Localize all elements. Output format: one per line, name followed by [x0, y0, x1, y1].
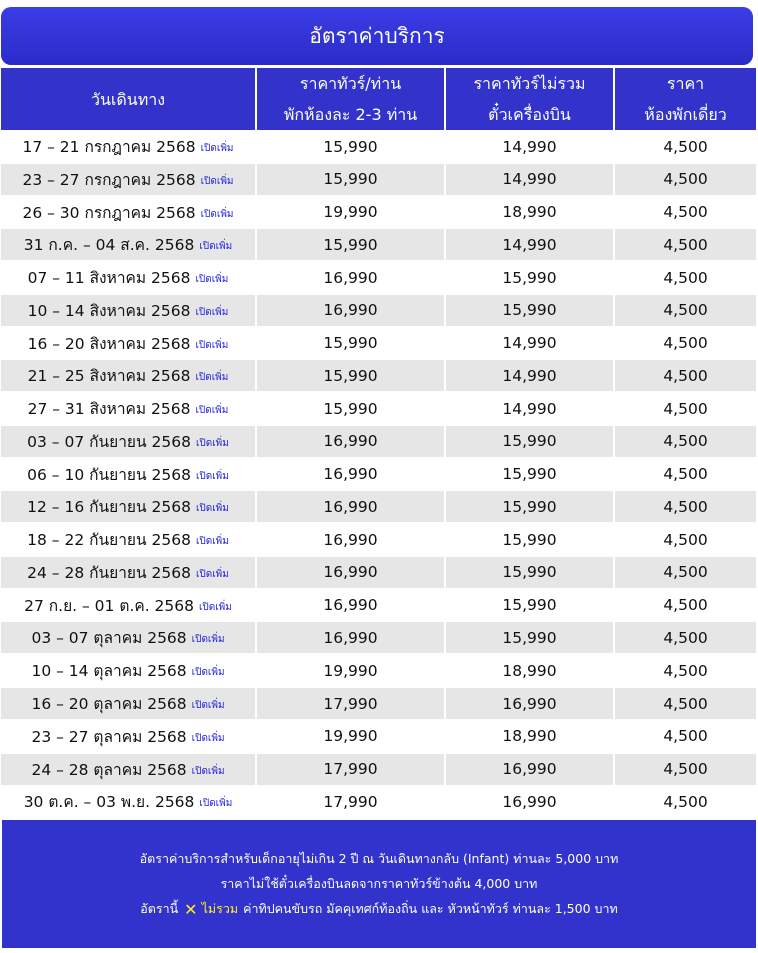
open-more-tag: เปิดเพิ่ม: [195, 274, 229, 286]
single-room-cell: 4,500: [663, 530, 708, 549]
table-row: [1, 721, 756, 752]
open-more-tag: เปิดเพิ่ม: [195, 470, 229, 482]
date-cell: [1, 295, 255, 326]
no-flight-price-cell: 18,990: [502, 727, 557, 746]
date-cell: [1, 786, 255, 817]
no-flight-price-cell: 14,990: [446, 164, 613, 195]
travel-date: 26 – 30 กรกฎาคม 2568: [22, 203, 196, 222]
open-more-tag: เปิดเพิ่ม: [195, 568, 229, 580]
open-more-tag: เปิดเพิ่ม: [191, 765, 225, 777]
price-cell: 15,990: [323, 399, 378, 418]
table-row: [1, 295, 756, 326]
footer-tips-prefix: อัตรานี้: [140, 901, 179, 916]
single-room-cell: 4,500: [663, 727, 708, 746]
travel-date: 23 – 27 ตุลาคม 2568: [31, 727, 187, 746]
single-room-cell: 4,500: [663, 661, 708, 680]
open-more-tag: เปิดเพิ่ม: [191, 634, 225, 646]
open-more-tag: เปิดเพิ่ม: [195, 437, 229, 449]
single-room-cell: 4,500: [615, 164, 756, 195]
header-date: [1, 68, 255, 130]
no-flight-price-cell: 15,990: [502, 268, 557, 287]
header-price-line2: พักห้องละ 2-3 ท่าน: [283, 105, 418, 124]
price-cell: 15,990: [323, 137, 378, 156]
travel-date: 24 – 28 กันยายน 2568: [27, 563, 191, 582]
price-cell: 15,990: [257, 164, 444, 195]
single-room-cell: 4,500: [663, 334, 708, 353]
date-cell: [1, 197, 255, 228]
open-more-tag: เปิดเพิ่ม: [195, 405, 229, 417]
travel-date: 03 – 07 ตุลาคม 2568: [31, 629, 187, 648]
date-cell: [1, 131, 255, 162]
travel-date: 24 – 28 ตุลาคม 2568: [31, 760, 187, 779]
open-more-tag: เปิดเพิ่ม: [191, 732, 225, 744]
date-cell: [1, 393, 255, 424]
table-row: [1, 622, 756, 653]
footer-not-included: ไม่รวม: [201, 901, 239, 916]
table-row: [1, 131, 756, 162]
table-row: [1, 360, 756, 391]
table-row: [1, 524, 756, 555]
travel-date: 03 – 07 กันยายน 2568: [27, 432, 191, 451]
open-more-tag: เปิดเพิ่ม: [191, 700, 225, 712]
travel-date: 21 – 25 สิงหาคม 2568: [27, 367, 191, 386]
table-row: [1, 164, 756, 195]
single-room-cell: 4,500: [615, 360, 756, 391]
footer-note-tips: [140, 897, 617, 922]
price-cell: 16,990: [257, 557, 444, 588]
cross-icon: ✕: [184, 899, 198, 919]
price-cell: 16,990: [257, 295, 444, 326]
price-cell: 16,990: [323, 596, 378, 615]
no-flight-price-cell: 15,990: [446, 295, 613, 326]
open-more-tag: เปิดเพิ่ม: [199, 241, 233, 253]
single-room-cell: 4,500: [615, 622, 756, 653]
date-cell: [1, 524, 255, 555]
travel-date: 18 – 22 กันยายน 2568: [27, 531, 191, 550]
travel-date: 10 – 14 ตุลาคม 2568: [31, 662, 187, 681]
open-more-tag: เปิดเพิ่ม: [200, 175, 234, 187]
table-header: [1, 68, 756, 130]
table-row: [1, 229, 756, 260]
no-flight-price-cell: 14,990: [502, 137, 557, 156]
no-flight-price-cell: 18,990: [502, 203, 557, 222]
date-cell: [1, 754, 255, 785]
table-row: [1, 754, 756, 785]
price-cell: 17,990: [257, 688, 444, 719]
travel-date: 10 – 14 สิงหาคม 2568: [27, 301, 191, 320]
table-row: [1, 590, 756, 621]
no-flight-price-cell: 16,990: [446, 688, 613, 719]
date-cell: [1, 688, 255, 719]
price-cell: 19,990: [323, 203, 378, 222]
no-flight-price-cell: 14,990: [446, 360, 613, 391]
no-flight-price-cell: 14,990: [502, 334, 557, 353]
no-flight-price-cell: 15,990: [446, 557, 613, 588]
single-room-cell: 4,500: [615, 426, 756, 457]
price-cell: 16,990: [257, 491, 444, 522]
no-flight-price-cell: 14,990: [446, 229, 613, 260]
date-cell: [1, 655, 255, 686]
table-row: [1, 393, 756, 424]
single-room-cell: 4,500: [615, 557, 756, 588]
travel-date: 16 – 20 ตุลาคม 2568: [31, 695, 187, 714]
open-more-tag: เปิดเพิ่ม: [195, 339, 229, 351]
single-room-cell: 4,500: [663, 268, 708, 287]
table-row: [1, 459, 756, 490]
table-row: [1, 655, 756, 686]
open-more-tag: เปิดเพิ่ม: [195, 306, 229, 318]
travel-date: 17 – 21 กรกฎาคม 2568: [22, 138, 196, 156]
open-more-tag: เปิดเพิ่ม: [195, 503, 229, 515]
price-cell: 16,990: [323, 530, 378, 549]
table-row: [1, 426, 756, 457]
price-cell: 16,990: [257, 426, 444, 457]
header-price-line1: ราคาทัวร์/ท่าน: [299, 74, 402, 93]
date-cell: [1, 721, 255, 752]
table-row: [1, 688, 756, 719]
header-single-line2: ห้องพักเดี่ยว: [644, 105, 727, 124]
header-price: [257, 68, 444, 130]
single-room-cell: 4,500: [663, 137, 708, 156]
page-title: อัตราค่าบริการ: [1, 7, 753, 65]
open-more-tag: เปิดเพิ่ม: [199, 601, 232, 613]
date-cell: [1, 622, 255, 653]
single-room-cell: 4,500: [663, 596, 708, 615]
header-no-flight: [446, 68, 613, 130]
no-flight-price-cell: 18,990: [502, 661, 557, 680]
table-row: [1, 197, 756, 228]
header-no-flight-line1: ราคาทัวร์ไม่รวม: [473, 74, 586, 93]
travel-date: 07 – 11 สิงหาคม 2568: [27, 269, 191, 288]
date-cell: [1, 262, 255, 293]
date-cell: [1, 229, 255, 260]
price-cell: 19,990: [323, 727, 378, 746]
no-flight-price-cell: 15,990: [502, 530, 557, 549]
date-cell: [1, 491, 255, 522]
table-row: [1, 328, 756, 359]
single-room-cell: 4,500: [663, 465, 708, 484]
date-cell: [1, 328, 255, 359]
open-more-tag: เปิดเพิ่ม: [195, 372, 229, 384]
travel-date: 23 – 27 กรกฎาคม 2568: [22, 170, 196, 189]
no-flight-price-cell: 15,990: [502, 465, 557, 484]
open-more-tag: เปิดเพิ่ม: [200, 208, 234, 220]
date-cell: [1, 360, 255, 391]
price-cell: 16,990: [323, 465, 378, 484]
date-cell: [1, 426, 255, 457]
travel-date: 30 ต.ค. – 03 พ.ย. 2568: [23, 793, 195, 812]
no-flight-price-cell: 16,990: [502, 792, 557, 811]
price-cell: 15,990: [323, 334, 378, 353]
single-room-cell: 4,500: [615, 491, 756, 522]
price-cell: 16,990: [257, 622, 444, 653]
single-room-cell: 4,500: [615, 688, 756, 719]
open-more-tag: เปิดเพิ่ม: [200, 143, 234, 154]
travel-date: 06 – 10 กันยายน 2568: [27, 465, 191, 484]
table-row: [1, 557, 756, 588]
single-room-cell: 4,500: [663, 203, 708, 222]
travel-date: 27 – 31 สิงหาคม 2568: [27, 400, 191, 419]
single-room-cell: 4,500: [615, 229, 756, 260]
no-flight-price-cell: 15,990: [446, 426, 613, 457]
no-flight-price-cell: 15,990: [502, 596, 557, 615]
table-row: [1, 262, 756, 293]
date-cell: [1, 590, 255, 621]
travel-date: 27 ก.ย. – 01 ต.ค. 2568: [24, 596, 194, 615]
footer-note-no-ticket: ราคาไม่ใช้ตั๋วเครื่องบินลดจากราคาทัวร์ข้างต้น 4,000 บาท: [220, 876, 538, 891]
single-room-cell: 4,500: [615, 754, 756, 785]
date-cell: [1, 459, 255, 490]
price-cell: 17,990: [323, 792, 378, 811]
travel-date: 31 ก.ค. – 04 ส.ค. 2568: [23, 236, 195, 255]
open-more-tag: เปิดเพิ่ม: [199, 798, 233, 810]
no-flight-price-cell: 14,990: [502, 399, 557, 418]
date-cell: [1, 557, 255, 588]
price-cell: 15,990: [257, 360, 444, 391]
footer-tips-suffix: ค่าทิปคนขับรถ มัคคุเทศก์ท้องถิ่น และ หัวหน้าทัวร์ ท่านละ 1,500 บาท: [243, 901, 618, 916]
open-more-tag: เปิดเพิ่ม: [195, 536, 229, 548]
no-flight-price-cell: 16,990: [446, 754, 613, 785]
header-date-label: วันเดินทาง: [90, 89, 166, 109]
single-room-cell: 4,500: [663, 792, 708, 811]
no-flight-price-cell: 15,990: [446, 491, 613, 522]
header-single-line1: ราคา: [666, 74, 705, 93]
price-cell: 16,990: [323, 268, 378, 287]
price-cell: 15,990: [257, 229, 444, 260]
header-single-room: [615, 68, 756, 130]
date-cell: [1, 164, 255, 195]
travel-date: 12 – 16 กันยายน 2568: [27, 498, 191, 517]
open-more-tag: เปิดเพิ่ม: [191, 667, 225, 679]
footer-note-infant: อัตราค่าบริการสำหรับเด็กอายุไม่เกิน 2 ปี ณ วันเดินทางกลับ (Infant) ท่านละ 5,000 บาท: [139, 851, 619, 866]
travel-date: 16 – 20 สิงหาคม 2568: [27, 334, 191, 353]
price-cell: 19,990: [323, 661, 378, 680]
table-row: [1, 491, 756, 522]
single-room-cell: 4,500: [615, 295, 756, 326]
single-room-cell: 4,500: [663, 399, 708, 418]
no-flight-price-cell: 15,990: [446, 622, 613, 653]
footer-notes: [2, 820, 756, 948]
header-no-flight-line2: ตั๋วเครื่องบิน: [488, 105, 571, 124]
table-row: [1, 786, 756, 817]
table-body: [1, 131, 756, 819]
price-cell: 17,990: [257, 754, 444, 785]
